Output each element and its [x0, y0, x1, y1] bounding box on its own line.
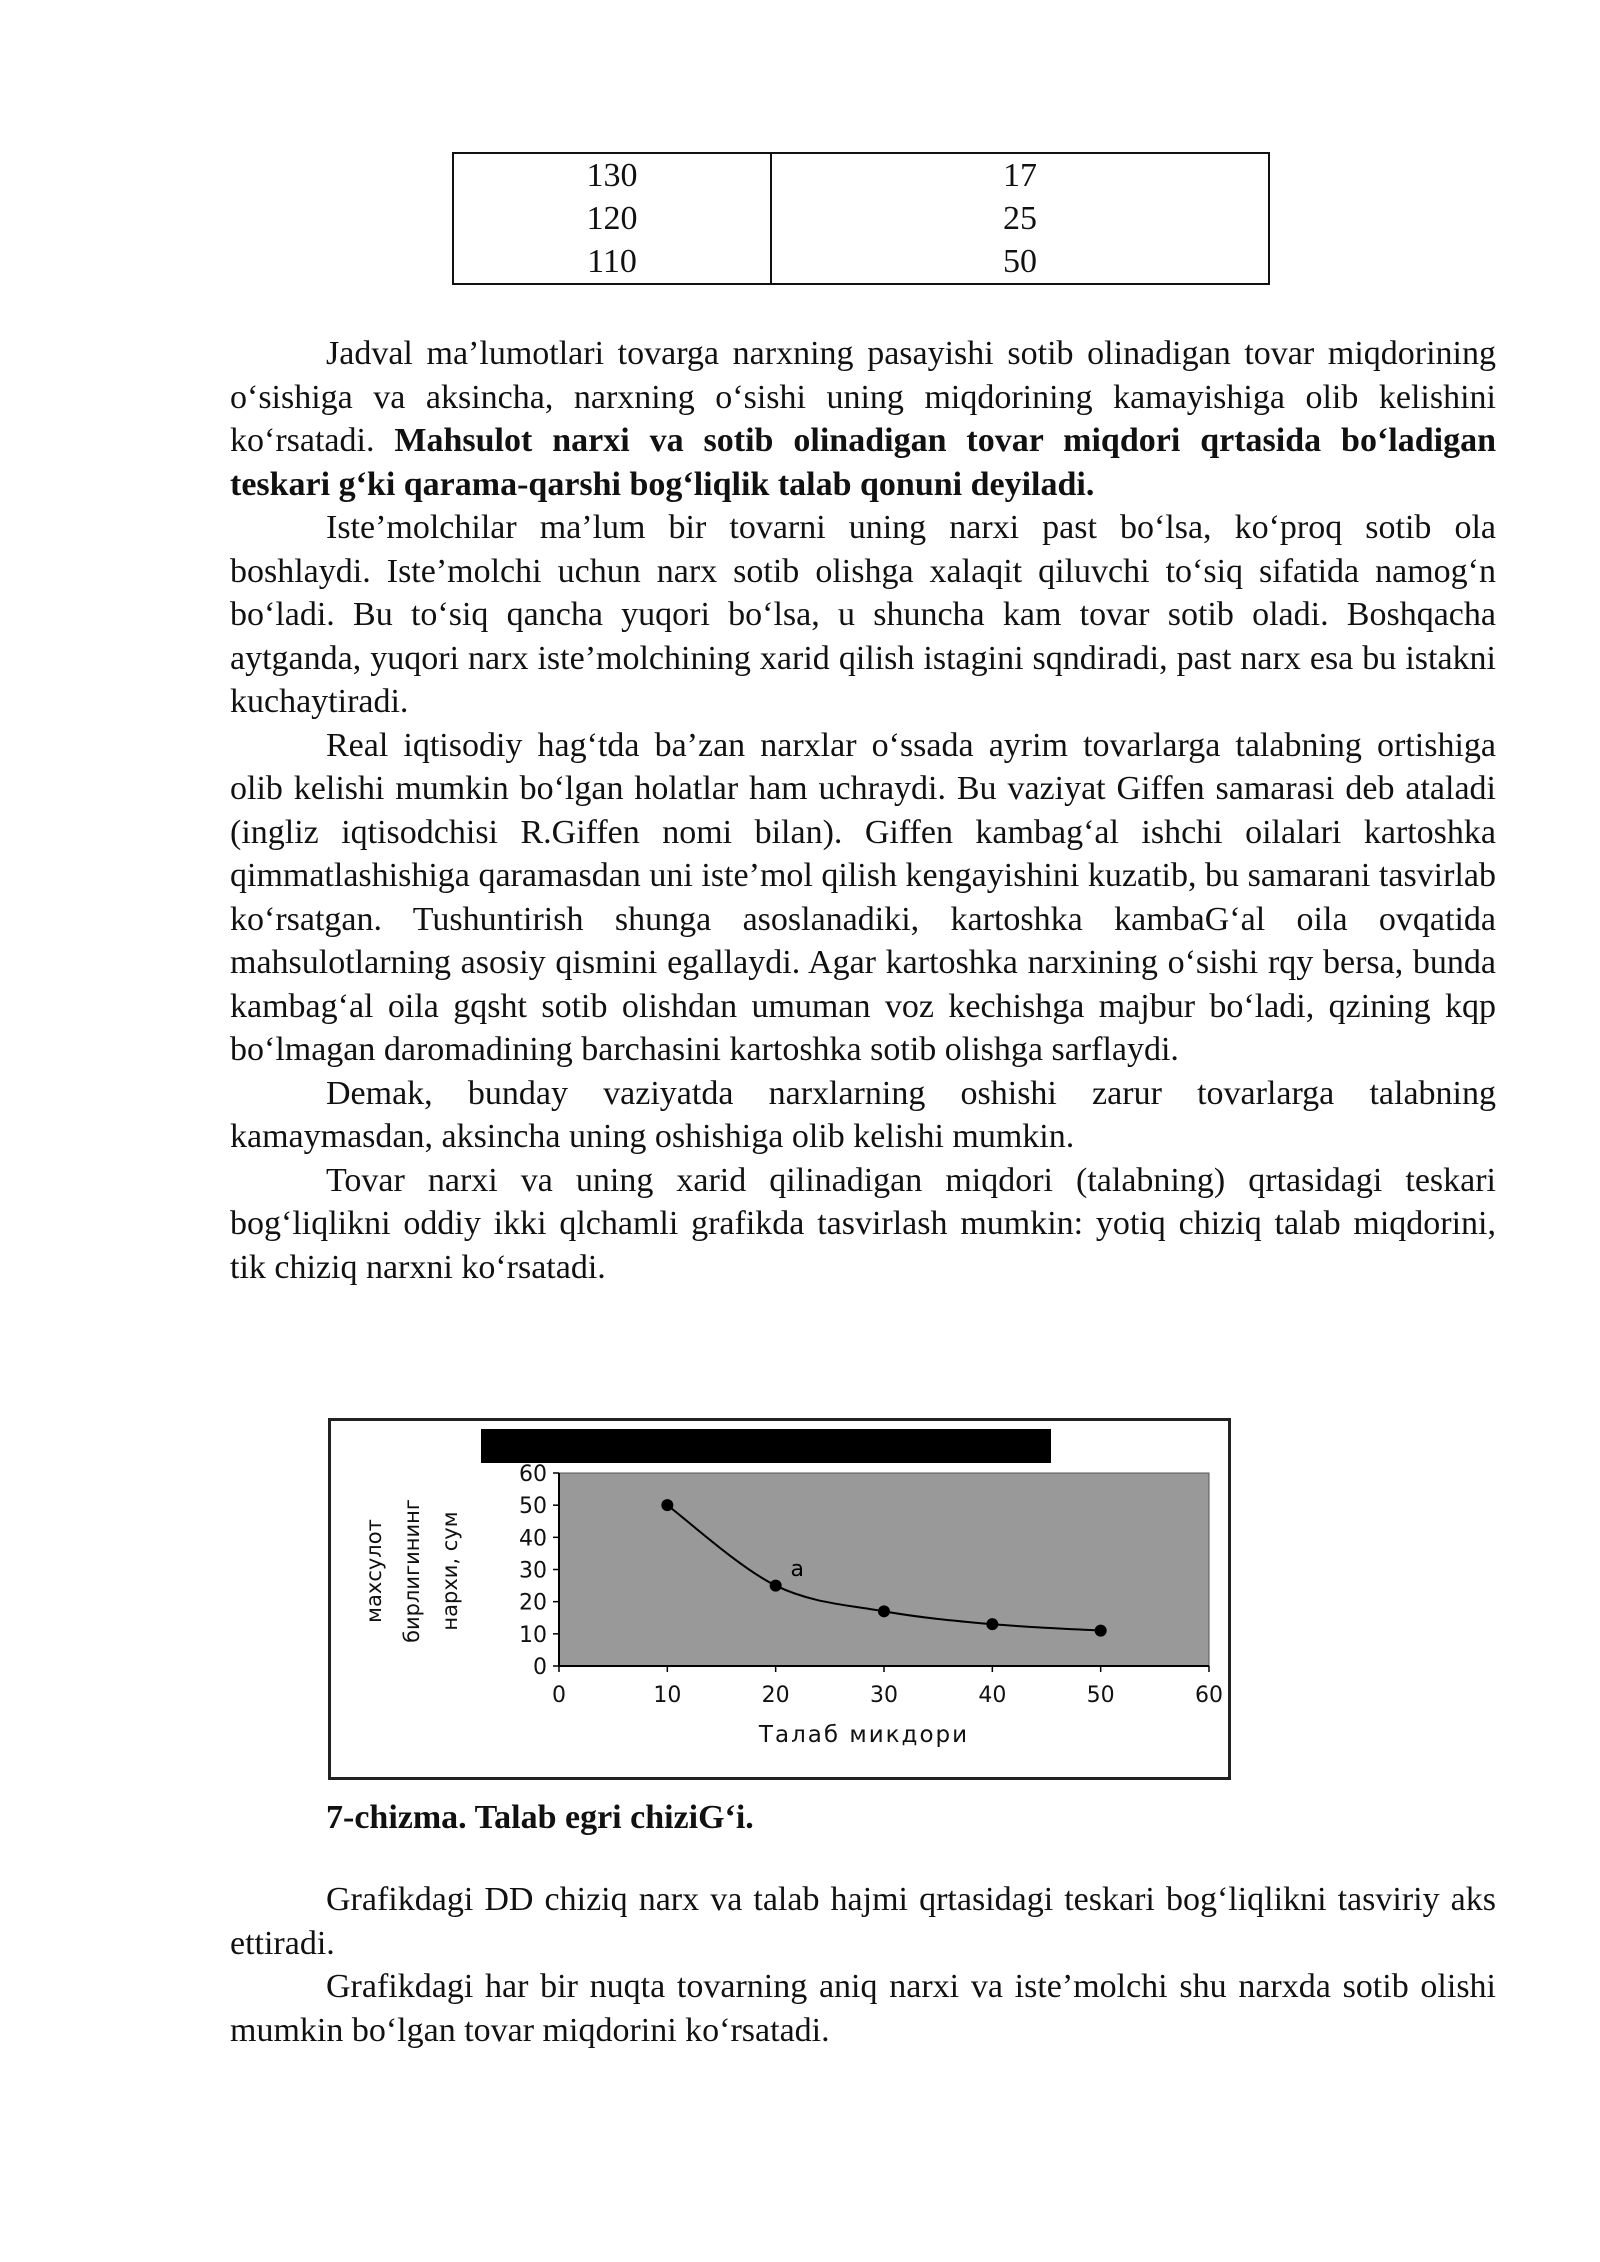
x-tick-label: 40 — [978, 1683, 1007, 1708]
x-tick-label: 50 — [1086, 1683, 1115, 1708]
chart-svg — [331, 1421, 1228, 1777]
y-tick-label: 0 — [533, 1655, 547, 1680]
y-axis-label: бирлигининг — [400, 1499, 424, 1643]
paragraph-text: Jadval ma’lumotlari tovarga narxning pasayishi sotib olinadigan tovar miqdorining o‘sishiga va aksincha, narxning o‘sishi uning miqdorining kamayishiga olib kelishini ko‘rsatadi. — [230, 335, 1496, 459]
y-tick-label: 50 — [519, 1494, 547, 1520]
x-tick-label: 60 — [1195, 1683, 1223, 1708]
figure-caption: 7-chizma. Talab egri chiziG‘i. — [326, 1799, 754, 1836]
x-tick-label: 10 — [653, 1683, 682, 1708]
data-point — [1095, 1625, 1107, 1637]
table-cell: 130 — [453, 153, 771, 197]
body-text-lower — [230, 1878, 1496, 2052]
demand-curve-chart — [328, 1418, 1231, 1780]
redacted-title-bar — [481, 1429, 1051, 1463]
table-cell: 50 — [771, 240, 1269, 284]
data-point — [770, 1580, 782, 1592]
paragraph: Grafikdagi har bir nuqta tovarning aniq narxi va iste’molchi shu narxda sotib olishi mumkin bo‘lgan tovar miqdorini ko‘rsatadi. — [230, 1968, 1496, 2049]
data-point — [878, 1605, 890, 1617]
table-row — [453, 197, 1269, 240]
paragraph: Iste’molchilar ma’lum bir tovarni uning narxi past bo‘lsa, ko‘proq sotib ola boshlaydi. Iste’molchi uchun narx sotib olishga xalaqit qiluvchi to‘siq sifatida namog‘n bo‘ladi. Bu to‘siq qancha yuqori bo‘lsa, u shuncha kam tovar sotib oladi. Boshqacha aytganda, yuqori narx iste’molchining xarid qilish istagini sqndiradi, past narx esa bu istakni kuchaytiradi. — [230, 509, 1496, 720]
x-tick-label: 20 — [761, 1683, 790, 1708]
y-axis-label: нархи, сум — [438, 1511, 462, 1631]
paragraph: Demak, bunday vaziyatda narxlarning oshishi zarur tovarlarga talabning kamaymasdan, aksincha uning oshishiga olib kelishi mumkin. — [230, 1074, 1496, 1155]
table-row — [453, 153, 1269, 197]
data-point — [986, 1618, 998, 1630]
y-tick-label: 40 — [519, 1526, 547, 1552]
body-text-upper — [230, 332, 1496, 1289]
y-tick-label: 10 — [519, 1622, 547, 1648]
price-quantity-table — [452, 152, 1270, 285]
table-cell: 120 — [453, 197, 771, 240]
curve-annotation: a — [790, 1556, 804, 1582]
y-tick-label: 20 — [519, 1590, 547, 1616]
y-tick-label: 60 — [519, 1462, 547, 1487]
table-cell: 110 — [453, 240, 771, 284]
table-row — [453, 240, 1269, 284]
plot-area — [559, 1473, 1209, 1666]
x-tick-label: 0 — [552, 1683, 566, 1708]
table-cell: 17 — [771, 153, 1269, 197]
x-tick-label: 30 — [870, 1683, 898, 1708]
table-cell: 25 — [771, 197, 1269, 240]
data-point — [661, 1499, 673, 1511]
y-axis-label: махсулот — [362, 1519, 386, 1623]
paragraph: Tovar narxi va uning xarid qilinadigan miqdori (talabning) qrtasidagi teskari bog‘liqlikni oddiy ikki qlchamli grafikda tasvirlash mumkin: yotiq chiziq talab miqdorini, tik chiziq narxni ko‘rsatadi. — [230, 1161, 1496, 1286]
y-tick-label: 30 — [519, 1558, 547, 1584]
paragraph: Real iqtisodiy hag‘tda ba’zan narxlar o‘ssada ayrim tovarlarga talabning ortishiga olib kelishi mumkin bo‘lgan holatlar ham uchraydi. Bu vaziyat Giffen samarasi deb ataladi (ingliz iqtisodchisi R.Giffen nomi bilan). Giffen kambag‘al ishchi oilalari kartoshka qimmatlashishiga qaramasdan uni iste’mol qilish kengayishini kuzatib, bu samarani tasvirlab ko‘rsatgan. Tushuntirish shunga asoslanadiki, kartoshka kambaG‘al oila ovqatida mahsulotlarning asosiy qismini egallaydi. Agar kartoshka narxining o‘sishi rqy bersa, bunda kambag‘al oila gqsht sotib olishdan umuman voz kechishga majbur bo‘ladi, qzining kqp bo‘lmagan daromadining barchasini kartoshka sotib olishga sarflaydi. — [230, 726, 1496, 1068]
paragraph: Grafikdagi DD chiziq narx va talab hajmi qrtasidagi teskari bog‘liqlikni tasviriy aks ettiradi. — [230, 1881, 1496, 1962]
paragraph — [230, 332, 1496, 506]
x-axis-label: Талаб микдори — [758, 1722, 970, 1748]
definition-text: Mahsulot narxi va sotib olinadigan tovar miqdori qrtasida bo‘ladigan teskari g‘ki qarama-qarshi bog‘liqlik talab qonuni deyiladi. — [230, 422, 1496, 503]
